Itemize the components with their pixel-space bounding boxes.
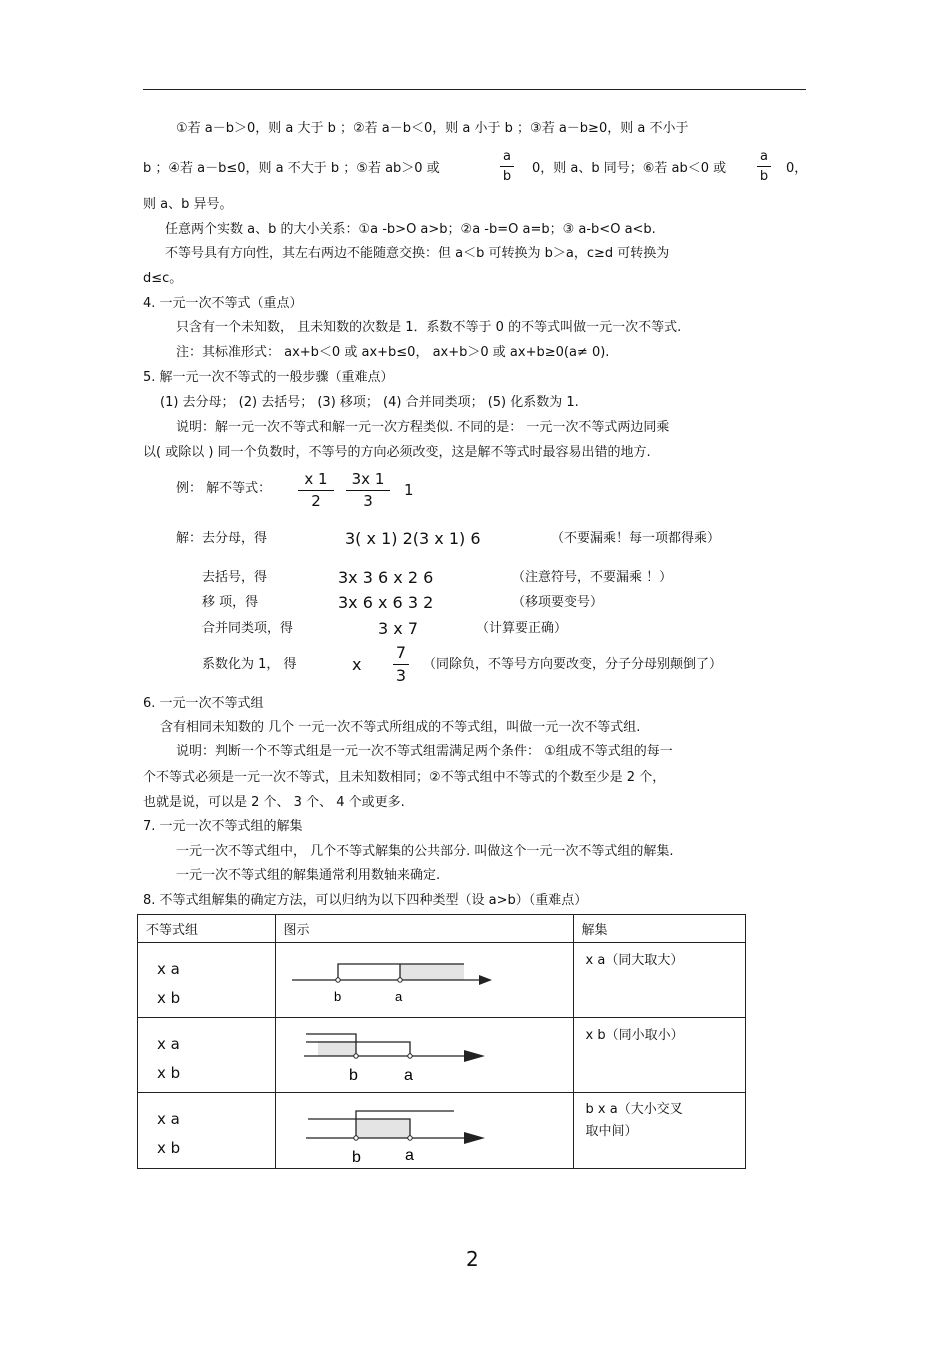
solution-step3-note: （移项要变号）: [512, 595, 604, 610]
inequality-1: x a: [157, 1035, 180, 1053]
label-b: b: [333, 989, 341, 1004]
table-row: [138, 1018, 746, 1093]
solution-step3-expr: 3x 6 x 6 3 2: [338, 593, 434, 612]
inequality-1: x a: [157, 1110, 180, 1128]
axis-arrow: [479, 975, 492, 985]
compare-line: 任意两个实数 a、b 的大小关系：①a -b>O a>b；②a -b=O a=b；③ a-b<O a<b.: [165, 222, 656, 237]
solution-step2-label: 去括号，得: [202, 570, 268, 585]
inequality-cell: [138, 1018, 276, 1093]
solution-step2-expr: 3x 3 6 x 2 6: [338, 568, 434, 587]
para1-line2-b: 0，则 a、b 同号；⑥若 ab＜0 或: [532, 161, 727, 176]
section7-definition: 一元一次不等式组中， 几个不等式解集的公共部分. 叫做这个一元一次不等式组的解集.: [176, 844, 674, 859]
label-a: a: [394, 989, 402, 1004]
table-row: [138, 943, 746, 1018]
solution-text-continued: 取中间）: [585, 1124, 638, 1139]
shaded-region: [356, 1119, 410, 1138]
solution-step1-label: 解：去分母，得: [176, 531, 268, 546]
section5-title: 5. 解一元一次不等式的一般步骤（重难点）: [143, 370, 394, 385]
para1-line1: ①若 a－b＞0，则 a 大于 b ；②若 a－b＜0，则 a 小于 b ；③若 a－b≥0，则 a 不小于: [176, 121, 689, 136]
point-b: [353, 1136, 357, 1140]
inequality-2: x b: [157, 1064, 181, 1082]
para1-line3: 则 a、b 异号。: [143, 197, 233, 212]
number-line-diagram-1: [276, 943, 572, 1017]
number-line-diagram-3: [276, 1093, 572, 1168]
page-number: 2: [466, 1247, 479, 1271]
inequality-2: x b: [157, 989, 181, 1007]
fraction-a-over-b-2: a b: [757, 150, 771, 183]
inequality-cell: [138, 943, 276, 1018]
section7-note: 一元一次不等式组的解集通常利用数轴来确定.: [176, 868, 441, 883]
section6-explain3: 也就是说，可以是 2 个、 3 个、 4 个或更多.: [143, 795, 405, 810]
header-solution: 解集: [573, 915, 745, 943]
diagram-cell: [275, 1093, 573, 1169]
solution-step4-label: 合并同类项，得: [202, 621, 294, 636]
inequality-cell: [138, 1093, 276, 1169]
section6-explain2: 个不等式必须是一元一次不等式，且未知数相同；②不等式组中不等式的个数至少是 2 个，: [143, 770, 666, 785]
axis-arrow: [464, 1050, 485, 1062]
point-b: [335, 978, 339, 982]
solution-text: b x a（大小交叉: [585, 1102, 683, 1117]
solution-text: x a（同大取大）: [585, 953, 684, 968]
inequality-1: x a: [157, 960, 180, 978]
section8-title: 8. 不等式组解集的确定方法，可以归纳为以下四种类型（设 a>b）（重难点）: [143, 893, 588, 908]
solution-step2-note: （注意符号，不要漏乘 ！）: [512, 570, 673, 585]
shaded-region: [318, 1041, 356, 1056]
point-a: [407, 1054, 411, 1058]
table-header-row: [138, 915, 746, 943]
para1-line2-c: 0，: [786, 161, 808, 176]
label-b: b: [348, 1067, 358, 1084]
fraction-a-over-b-1: a b: [500, 150, 514, 183]
section5-explain1: 说明：解一元一次不等式和解一元一次方程类似. 不同的是： 一元一次不等式两边同乘: [176, 420, 670, 435]
para1-line2-a: b ；④若 a－b≤0，则 a 不大于 b ；⑤若 ab＞0 或: [143, 161, 440, 176]
direction-line2: d≤c。: [143, 271, 183, 286]
header-diagram: 图示: [275, 915, 573, 943]
number-line-diagram-2: [276, 1018, 572, 1092]
solution-cell: [573, 1093, 745, 1169]
solution-set-table: [137, 914, 746, 1169]
section4-definition: 只含有一个未知数， 且未知数的次数是 1．系数不等于 0 的不等式叫做一元一次不等式.: [176, 320, 682, 335]
solution-cell: [573, 943, 745, 1018]
solution-step5-x: x: [352, 655, 362, 674]
solution-step5-note: （同除负，不等号方向要改变，分子分母别颠倒了）: [423, 657, 723, 672]
label-a: a: [403, 1067, 413, 1084]
section6-title: 6. 一元一次不等式组: [143, 696, 264, 711]
section4-title: 4. 一元一次不等式（重点）: [143, 296, 303, 311]
solution-step4-expr: 3 x 7: [378, 619, 418, 638]
axis-arrow: [464, 1132, 485, 1144]
diagram-cell: [275, 943, 573, 1018]
solution-step5-fraction: 7 3: [393, 645, 409, 684]
label-b: b: [351, 1149, 361, 1166]
example-rhs: 1: [404, 481, 414, 499]
section5-steps: (1) 去分母； (2) 去括号； (3) 移项； (4) 合并同类项； (5) 化系数为 1.: [160, 395, 579, 410]
solution-step4-note: （计算要正确）: [476, 621, 568, 636]
example-fraction-2: 3x 1 3: [346, 472, 390, 509]
solution-step3-label: 移 项，得: [202, 595, 259, 610]
solution-cell: [573, 1018, 745, 1093]
section6-explain1: 说明：判断一个不等式组是一元一次不等式组需满足两个条件： ①组成不等式组的每一: [176, 744, 673, 759]
example-fraction-1: x 1 2: [298, 472, 334, 509]
solution-step5-label: 系数化为 1， 得: [202, 657, 297, 672]
header-inequality: 不等式组: [138, 915, 276, 943]
label-a: a: [404, 1147, 414, 1164]
header-rule: [143, 89, 806, 90]
point-a: [397, 978, 401, 982]
shaded-region: [400, 964, 464, 980]
table-row: [138, 1093, 746, 1169]
diagram-cell: [275, 1018, 573, 1093]
point-a: [407, 1136, 411, 1140]
example-label: 例： 解不等式：: [176, 481, 272, 496]
section6-definition: 含有相同未知数的 几个 一元一次不等式所组成的不等式组，叫做一元一次不等式组.: [160, 720, 641, 735]
solution-text: x b（同小取小）: [585, 1028, 684, 1043]
point-b: [353, 1054, 357, 1058]
section7-title: 7. 一元一次不等式组的解集: [143, 819, 303, 834]
direction-line1: 不等号具有方向性，其左右两边不能随意交换：但 a＜b 可转换为 b＞a，c≥d 可转换为: [165, 246, 670, 261]
section5-explain2: 以( 或除以 ) 同一个负数时，不等号的方向必须改变，这是解不等式时最容易出错的地方.: [143, 445, 651, 460]
section4-note: 注：其标准形式： ax+b＜0 或 ax+b≤0， ax+b＞0 或 ax+b≥0(a≠ 0).: [176, 345, 610, 360]
inequality-2: x b: [157, 1139, 181, 1157]
solution-step1-note: （不要漏乘！每一项都得乘）: [551, 531, 721, 546]
solution-step1-expr: 3( x 1) 2(3 x 1) 6: [345, 529, 481, 548]
